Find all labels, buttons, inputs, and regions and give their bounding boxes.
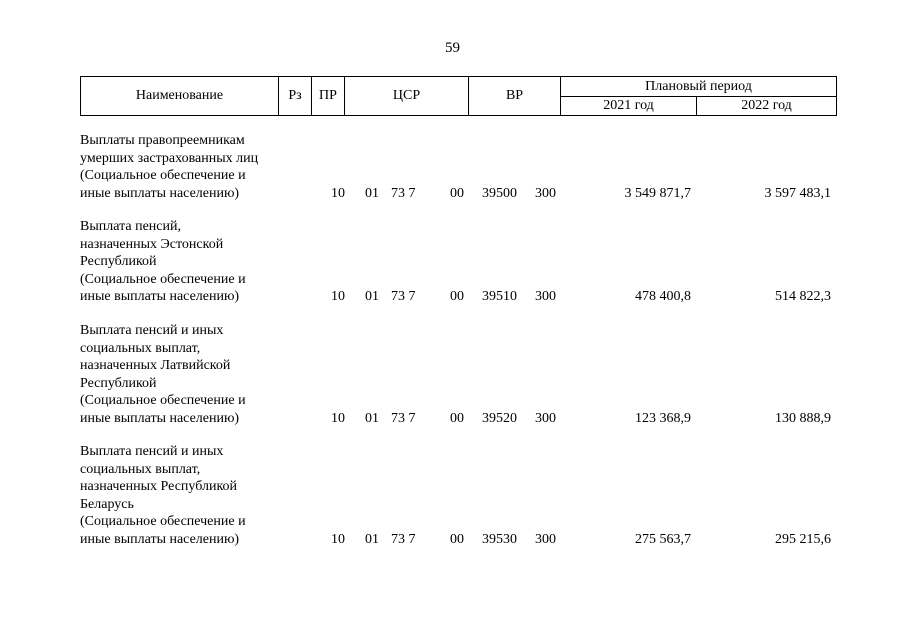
row-csr-subprogram: 00	[450, 185, 464, 201]
row-vr: 300	[535, 410, 556, 426]
row-amount-2021: 3 549 871,7	[624, 185, 691, 201]
row-name-line: (Социальное обеспечение и	[80, 393, 246, 408]
row-pr: 01	[365, 531, 379, 547]
row-rz: 10	[331, 289, 345, 304]
row-name	[80, 132, 290, 202]
row-amount-2022: 295 215,6	[775, 531, 831, 547]
row-csr-subprogram: 00	[450, 531, 464, 547]
row-name-line: иные выплаты населению)	[80, 185, 240, 201]
row-name-line: назначенных Эстонской	[80, 236, 224, 252]
row-csr-program: 73 7	[391, 410, 416, 426]
row-name-line: Беларусь	[80, 496, 134, 512]
header-vr: ВР	[469, 77, 561, 116]
row-pr: 01	[365, 410, 379, 426]
row-name-line: умерших застрахованных лиц	[80, 150, 259, 166]
row-vr: 300	[535, 531, 556, 547]
row-amount-2021: 123 368,9	[635, 410, 691, 426]
row-rz: 10	[331, 185, 345, 201]
row-rz: 10	[331, 410, 345, 426]
row-name	[80, 322, 290, 427]
row-csr-program: 73 7	[391, 531, 416, 547]
row-csr-direction: 39500	[482, 185, 517, 201]
row-name-line: назначенных Латвийской	[80, 358, 231, 373]
page-number: 59	[445, 40, 460, 56]
header-planned-period: Плановый период	[561, 77, 837, 97]
row-amount-2022: 3 597 483,1	[764, 185, 831, 201]
row-name-line: (Социальное обеспечение и	[80, 514, 246, 529]
row-pr: 01	[365, 185, 379, 201]
row-name-line: социальных выплат,	[80, 461, 201, 477]
row-amount-2021: 275 563,7	[635, 531, 691, 547]
row-vr: 300	[535, 289, 556, 304]
row-name-line: Выплата пенсий и иных	[80, 323, 224, 338]
row-csr-subprogram: 00	[450, 410, 464, 426]
row-name-line: Республикой	[80, 375, 157, 391]
row-csr-program: 73 7	[391, 289, 416, 304]
row-csr-subprogram: 00	[450, 289, 464, 304]
row-name-line: назначенных Республикой	[80, 479, 238, 494]
header-rz: Рз	[279, 77, 312, 116]
row-vr: 300	[535, 185, 556, 201]
row-name-line: (Социальное обеспечение и	[80, 271, 246, 287]
header-year-2022: 2022 год	[697, 96, 837, 116]
row-name	[80, 218, 290, 306]
row-name-line: (Социальное обеспечение и	[80, 168, 246, 183]
row-amount-2021: 478 400,8	[635, 289, 691, 304]
row-name-line: Выплаты правопреемникам	[80, 133, 245, 148]
row-name-line: иные выплаты населению)	[80, 410, 240, 426]
row-name-line: иные выплаты населению)	[80, 289, 240, 304]
row-amount-2022: 514 822,3	[775, 289, 831, 304]
row-csr-direction: 39510	[482, 289, 517, 304]
row-name-line: Республикой	[80, 254, 157, 269]
header-pr: ПР	[312, 77, 345, 116]
row-pr: 01	[365, 289, 379, 304]
row-csr-program: 73 7	[391, 185, 416, 201]
row-name	[80, 443, 290, 548]
row-name-line: Выплата пенсий и иных	[80, 444, 224, 459]
row-name-line: иные выплаты населению)	[80, 531, 240, 547]
row-csr-direction: 39520	[482, 410, 517, 426]
row-name-line: социальных выплат,	[80, 340, 201, 356]
table-header	[80, 76, 837, 116]
header-csr: ЦСР	[345, 77, 469, 116]
row-name-line: Выплата пенсий,	[80, 219, 181, 234]
header-name: Наименование	[81, 77, 279, 116]
header-year-2021: 2021 год	[561, 96, 697, 116]
row-rz: 10	[331, 531, 345, 547]
row-amount-2022: 130 888,9	[775, 410, 831, 426]
row-csr-direction: 39530	[482, 531, 517, 547]
